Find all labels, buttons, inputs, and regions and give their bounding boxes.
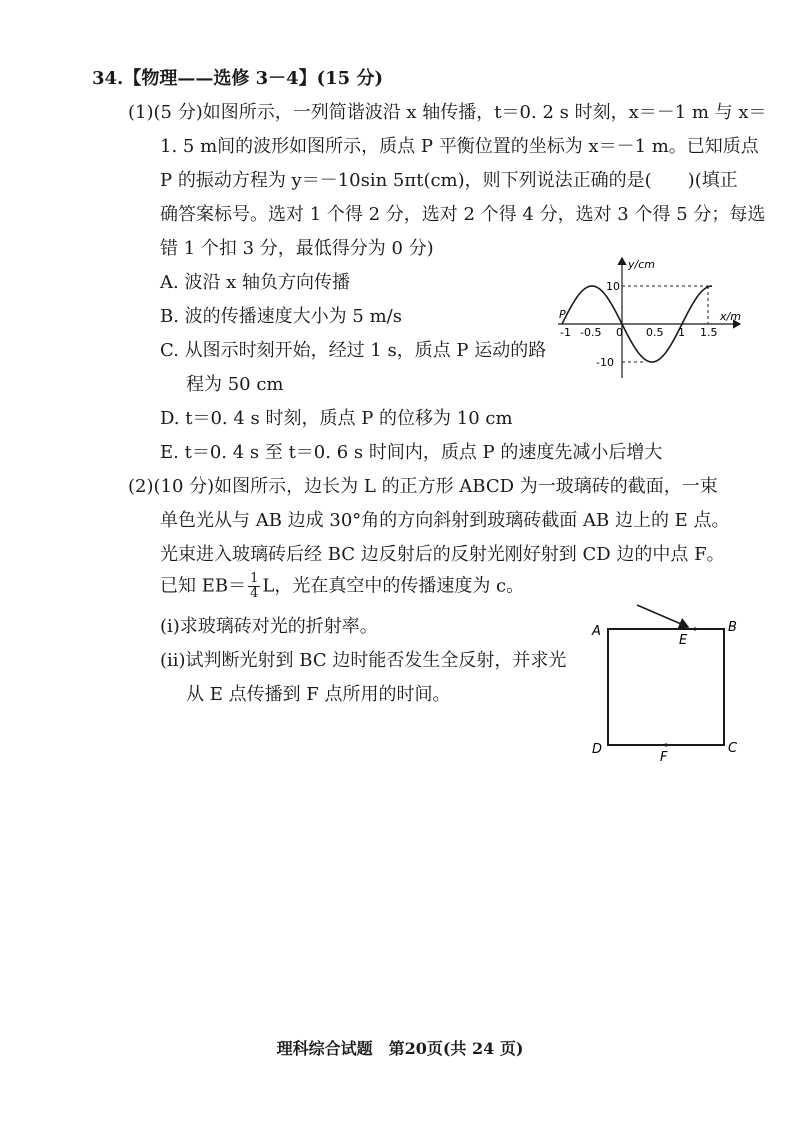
y-axis-label: y/cm [628, 258, 655, 271]
option-c-continued: 程为 50 cm [186, 374, 284, 395]
x-tick-1: 1 [678, 326, 685, 339]
x-tick-0: 0 [616, 326, 623, 339]
option-a: A. 波沿 x 轴负方向传播 [160, 272, 351, 293]
sub-question-ii: (ii)试判断光射到 BC 边时能否发生全反射，并求光 [160, 650, 567, 671]
x-tick-neg1: -1 [560, 326, 571, 339]
y-tick-neg10: -10 [596, 356, 614, 369]
part2-line-1: (2)(10 分)如图所示，边长为 L 的正方形 ABCD 为一玻璃砖的截面，一束 [128, 476, 718, 497]
point-p-label: P [559, 308, 566, 321]
label-f: F [660, 750, 668, 765]
label-b: B [728, 620, 737, 635]
option-d: D. t＝0. 4 s 时刻，质点 P 的位移为 10 cm [160, 408, 513, 429]
x-axis-label: x/m [720, 310, 741, 323]
glass-square [608, 629, 724, 745]
label-e: E [679, 633, 688, 648]
option-e: E. t＝0. 4 s 至 t＝0. 6 s 时间内，质点 P 的速度先减小后增大 [160, 442, 663, 463]
eb-fraction-numerator: 1 [250, 571, 259, 586]
point-e [693, 627, 696, 630]
part2-line-2: 单色光从与 AB 边成 30°角的方向斜射到玻璃砖截面 AB 边上的 E 点。 [160, 510, 730, 531]
label-d: D [592, 742, 603, 757]
option-b: B. 波的传播速度大小为 5 m/s [160, 306, 402, 327]
given-line [160, 572, 524, 601]
part1-line-5: 错 1 个扣 3 分，最低得分为 0 分) [160, 238, 434, 259]
option-c: C. 从图示时刻开始，经过 1 s，质点 P 运动的路 [160, 340, 547, 361]
incident-ray [637, 605, 688, 627]
square-figure [580, 595, 750, 775]
given-prefix: 已知 EB＝ [160, 575, 247, 597]
x-tick-0-5: 0.5 [646, 326, 664, 339]
eb-fraction [248, 572, 260, 601]
x-tick-neg0-5: -0.5 [580, 326, 602, 339]
part2-line-3: 光束进入玻璃砖后经 BC 边反射后的反射光刚好射到 CD 边的中点 F。 [160, 544, 725, 565]
y-tick-10: 10 [606, 280, 620, 293]
sub-question-i: (i)求玻璃砖对光的折射率。 [160, 616, 378, 637]
part1-line-1: (1)(5 分)如图所示，一列简谐波沿 x 轴传播，t＝0. 2 s 时刻，x＝－1 m 与 x＝ [128, 102, 767, 123]
x-tick-1-5: 1.5 [700, 326, 718, 339]
eb-fraction-denominator: 4 [250, 586, 259, 601]
wave-graph [550, 250, 750, 390]
point-f [664, 743, 667, 746]
part1-line-3: P 的振动方程为 y＝－10sin 5πt(cm)，则下列说法正确的是( )(填正 [160, 170, 738, 191]
page-footer: 理科综合试题 第20页(共 24 页) [276, 1039, 524, 1058]
label-c: C [728, 741, 738, 756]
question-heading: 34.【物理——选修 3－4】(15 分) [92, 68, 383, 89]
part1-line-4: 确答案标号。选对 1 个得 2 分，选对 2 个得 4 分，选对 3 个得 5 分；每选 [160, 204, 766, 225]
label-a: A [592, 624, 601, 639]
given-suffix: L，光在真空中的传播速度为 c。 [262, 575, 525, 597]
sub-question-ii-continued: 从 E 点传播到 F 点所用的时间。 [186, 684, 451, 705]
part1-line-2: 1. 5 m间的波形如图所示，质点 P 平衡位置的坐标为 x＝－1 m。已知质点 [160, 136, 759, 157]
